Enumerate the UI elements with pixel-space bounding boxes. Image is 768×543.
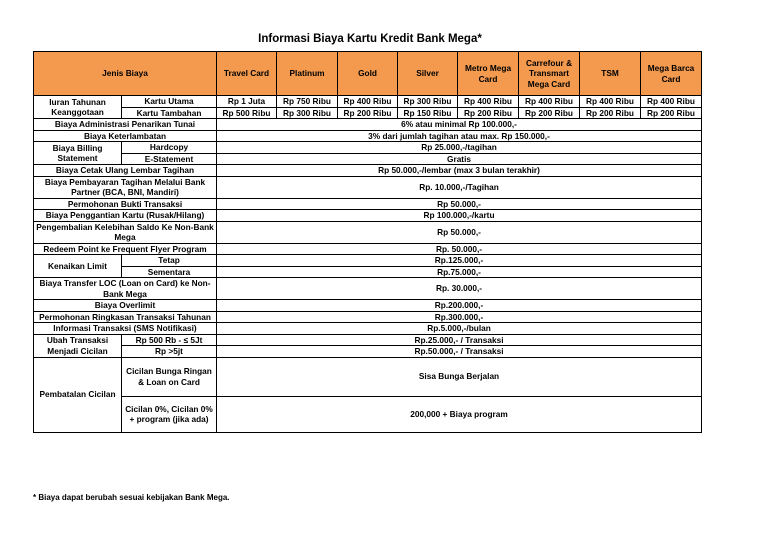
fee-cell: Rp 200 Ribu <box>458 107 519 119</box>
fee-cell: Rp 200 Ribu <box>641 107 702 119</box>
sub-label: Cicilan 0%, Cicilan 0% + program (jika ada) <box>122 396 217 432</box>
row-value: Sisa Bunga Berjalan <box>217 357 702 396</box>
iuran-utama-row <box>34 96 702 108</box>
iuran-label: Iuran Tahunan Keanggotaan <box>34 96 122 119</box>
row-value: Rp.50.000,- / Transaksi <box>217 346 702 358</box>
fee-cell: Rp 300 Ribu <box>277 107 338 119</box>
kenaikan-limit-sementara-row <box>34 266 702 278</box>
kelebihan-saldo-row <box>34 221 702 243</box>
row-value: Rp 25.000,-/tagihan <box>217 142 702 154</box>
penggantian-kartu-row <box>34 210 702 222</box>
row-label: Biaya Overlimit <box>34 300 217 312</box>
fee-cell: Rp 1 Juta <box>217 96 277 108</box>
row-value: Rp.200.000,- <box>217 300 702 312</box>
row-value: Rp. 50.000,- <box>217 243 702 255</box>
keterlambatan-row <box>34 130 702 142</box>
row-value: Rp 50.000,-/lembar (max 3 bulan terakhir) <box>217 165 702 177</box>
row-value: Rp 100.000,-/kartu <box>217 210 702 222</box>
row-value: Gratis <box>217 153 702 165</box>
fee-cell: Rp 400 Ribu <box>580 96 641 108</box>
sub-label: Rp 500 Rb - ≤ 5Jt <box>122 334 217 346</box>
sub-label: Sementara <box>122 266 217 278</box>
cicilan-b-row <box>34 346 702 358</box>
kartu-utama-label: Kartu Utama <box>122 96 217 108</box>
row-value: Rp.5.000,-/bulan <box>217 323 702 335</box>
row-label: Biaya Pembayaran Tagihan Melalui Bank Partner (BCA, BNI, Mandiri) <box>34 176 217 198</box>
sms-row <box>34 323 702 335</box>
header-card: Silver <box>398 52 458 96</box>
header-card: Carrefour & Transmart Mega Card <box>519 52 580 96</box>
row-value: Rp.300.000,- <box>217 311 702 323</box>
sub-label: Cicilan Bunga Ringan & Loan on Card <box>122 357 217 396</box>
row-value: Rp 50.000,- <box>217 198 702 210</box>
row-value: Rp. 30.000,- <box>217 278 702 300</box>
row-label: Redeem Point ke Frequent Flyer Program <box>34 243 217 255</box>
header-card: Mega Barca Card <box>641 52 702 96</box>
row-label: Biaya Cetak Ulang Lembar Tagihan <box>34 165 217 177</box>
row-label: Pengembalian Kelebihan Saldo Ke Non-Bank Mega <box>34 221 217 243</box>
row-label: Informasi Transaksi (SMS Notifikasi) <box>34 323 217 335</box>
fee-cell: Rp 500 Ribu <box>217 107 277 119</box>
fee-table <box>33 51 702 433</box>
overlimit-row <box>34 300 702 312</box>
fee-cell: Rp 300 Ribu <box>398 96 458 108</box>
cetak-ulang-row <box>34 165 702 177</box>
kartu-tambahan-label: Kartu Tambahan <box>122 107 217 119</box>
fee-cell: Rp 750 Ribu <box>277 96 338 108</box>
row-value: 3% dari jumlah tagihan atau max. Rp 150.000,- <box>217 130 702 142</box>
row-label: Ubah Transaksi Menjadi Cicilan <box>34 334 122 357</box>
footnote: * Biaya dapat berubah sesuai kebijakan Bank Mega. <box>33 493 230 502</box>
pembayaran-partner-row <box>34 176 702 198</box>
row-label: Biaya Penggantian Kartu (Rusak/Hilang) <box>34 210 217 222</box>
sub-label: Rp >5jt <box>122 346 217 358</box>
fee-cell: Rp 400 Ribu <box>641 96 702 108</box>
redeem-point-row <box>34 243 702 255</box>
ringkasan-row <box>34 311 702 323</box>
sub-label: E-Statement <box>122 153 217 165</box>
row-label: Kenaikan Limit <box>34 255 122 278</box>
fee-cell: Rp 200 Ribu <box>519 107 580 119</box>
row-label: Pembatalan Cicilan <box>34 357 122 432</box>
bukti-transaksi-row <box>34 198 702 210</box>
cicilan-a-row <box>34 334 702 346</box>
sub-label: Hardcopy <box>122 142 217 154</box>
row-value: 6% atau minimal Rp 100.000,- <box>217 119 702 131</box>
billing-hardcopy-row <box>34 142 702 154</box>
pembatalan-a-row <box>34 357 702 396</box>
iuran-tambahan-row <box>34 107 702 119</box>
fee-cell: Rp 400 Ribu <box>519 96 580 108</box>
header-card: Travel Card <box>217 52 277 96</box>
row-label: Biaya Billing Statement <box>34 142 122 165</box>
transfer-loc-row <box>34 278 702 300</box>
row-label: Biaya Keterlambatan <box>34 130 217 142</box>
row-label: Permohonan Ringkasan Transaksi Tahunan <box>34 311 217 323</box>
billing-estatement-row <box>34 153 702 165</box>
fee-cell: Rp 200 Ribu <box>338 107 398 119</box>
fee-cell: Rp 400 Ribu <box>458 96 519 108</box>
sub-label: Tetap <box>122 255 217 267</box>
row-value: Rp. 10.000,-/Tagihan <box>217 176 702 198</box>
row-value: Rp 50.000,- <box>217 221 702 243</box>
row-value: Rp.125.000,- <box>217 255 702 267</box>
header-row <box>34 52 702 96</box>
header-card: Gold <box>338 52 398 96</box>
row-value: 200,000 + Biaya program <box>217 396 702 432</box>
page-title: Informasi Biaya Kartu Kredit Bank Mega* <box>258 33 482 45</box>
row-value: Rp.25.000,- / Transaksi <box>217 334 702 346</box>
row-label: Permohonan Bukti Transaksi <box>34 198 217 210</box>
kenaikan-limit-tetap-row <box>34 255 702 267</box>
header-card: Platinum <box>277 52 338 96</box>
header-card: TSM <box>580 52 641 96</box>
pembatalan-b-row <box>34 396 702 432</box>
fee-cell: Rp 200 Ribu <box>580 107 641 119</box>
row-label: Biaya Transfer LOC (Loan on Card) ke Non-Bank Mega <box>34 278 217 300</box>
row-value: Rp.75.000,- <box>217 266 702 278</box>
header-jenis-biaya: Jenis Biaya <box>34 52 217 96</box>
admin-tunai-row <box>34 119 702 131</box>
fee-cell: Rp 400 Ribu <box>338 96 398 108</box>
fee-cell: Rp 150 Ribu <box>398 107 458 119</box>
row-label: Biaya Administrasi Penarikan Tunai <box>34 119 217 131</box>
header-card: Metro Mega Card <box>458 52 519 96</box>
